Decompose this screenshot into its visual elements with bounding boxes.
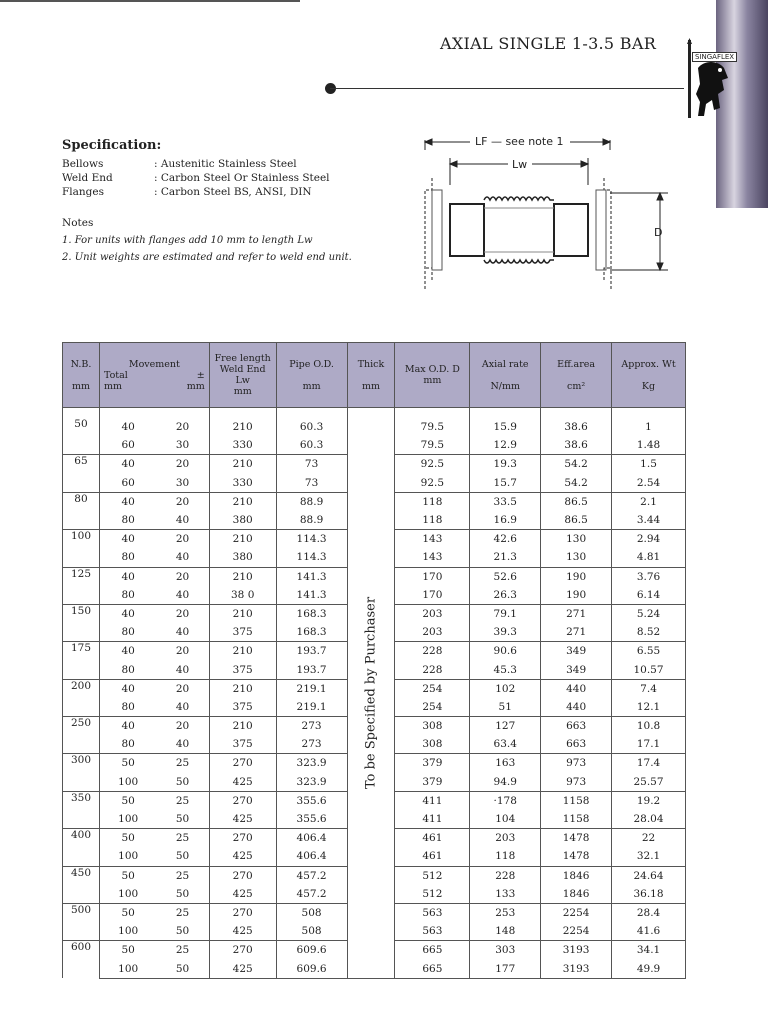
eff-area-cell: 130 [541,530,612,549]
lion-logo-icon [684,38,736,124]
max-od-cell: 461 [395,829,470,848]
pipe-od-cell: 457.2 [276,885,347,904]
weight-cell: 1 [612,418,686,436]
free-length-cell: 210 [209,642,276,661]
eff-area-cell: 1846 [541,885,612,904]
max-od-cell: 563 [395,922,470,941]
free-length-cell: 270 [209,791,276,810]
weight-cell: 24.64 [612,866,686,885]
movement-total-cell: 40 [99,455,156,474]
col-eff-area: Eff.area cm² [541,343,612,408]
axial-rate-cell: 12.9 [470,436,541,455]
spec-heading: Specification: [62,138,162,153]
axial-rate-cell: 33.5 [470,492,541,511]
weight-cell: 1.5 [612,455,686,474]
max-od-cell: 308 [395,717,470,736]
free-length-cell: 380 [209,511,276,530]
weight-cell: 3.76 [612,567,686,586]
axial-rate-cell: 51 [470,698,541,717]
spec-key: Weld End [62,172,113,184]
nb-cell: 350 [63,791,100,828]
weight-cell: 5.24 [612,604,686,623]
pipe-od-cell: 73 [276,474,347,493]
spec-row [62,185,330,199]
pipe-od-cell: 457.2 [276,866,347,885]
movement-total-cell: 40 [99,492,156,511]
weight-cell: 4.81 [612,548,686,567]
movement-pm-cell: 20 [156,642,209,661]
movement-total-cell: 40 [99,717,156,736]
thick-cell [347,408,395,979]
movement-pm-cell: 20 [156,717,209,736]
movement-pm-cell: 20 [156,567,209,586]
d-label: D [654,226,663,239]
movement-total-cell: 100 [99,847,156,866]
movement-pm-cell: 20 [156,530,209,549]
pipe-od-cell: 219.1 [276,698,347,717]
free-length-cell: 330 [209,474,276,493]
pipe-od-cell: 193.7 [276,660,347,679]
movement-total-cell: 80 [99,698,156,717]
spec-value: : Carbon Steel Or Stainless Steel [154,172,330,184]
free-length-cell: 210 [209,567,276,586]
max-od-cell: 79.5 [395,436,470,455]
axial-rate-cell: 90.6 [470,642,541,661]
table-body [63,408,686,979]
max-od-cell: 143 [395,548,470,567]
axial-rate-cell: 133 [470,885,541,904]
weight-cell: 49.9 [612,959,686,978]
axial-rate-cell: 118 [470,847,541,866]
max-od-cell: 254 [395,698,470,717]
movement-total-cell: 40 [99,530,156,549]
free-length-cell: 425 [209,810,276,829]
weight-cell: 17.1 [612,735,686,754]
weight-cell: 2.94 [612,530,686,549]
pipe-od-cell: 168.3 [276,623,347,642]
pipe-od-cell: 609.6 [276,941,347,960]
pipe-od-cell: 323.9 [276,773,347,792]
free-length-cell: 210 [209,455,276,474]
max-od-cell: 170 [395,567,470,586]
nb-cell: 65 [63,455,100,492]
max-od-cell: 563 [395,903,470,922]
col-movement: Movement Total ± mm mm [99,343,209,408]
free-length-cell: 330 [209,436,276,455]
eff-area-cell: 2254 [541,922,612,941]
eff-area-cell: 349 [541,660,612,679]
axial-rate-cell: 39.3 [470,623,541,642]
movement-pm-cell: 50 [156,959,209,978]
nb-cell: 600 [63,941,100,978]
weight-cell: 6.14 [612,586,686,605]
movement-total-cell: 50 [99,903,156,922]
nb-cell: 250 [63,717,100,754]
col-thick: Thick mm [347,343,395,408]
weight-cell: 10.57 [612,660,686,679]
free-length-cell: 210 [209,604,276,623]
eff-area-cell: 440 [541,698,612,717]
weight-cell: 12.1 [612,698,686,717]
free-length-cell: 425 [209,773,276,792]
weight-cell: 1.48 [612,436,686,455]
axial-rate-cell: 15.7 [470,474,541,493]
pipe-od-cell: 355.6 [276,810,347,829]
pipe-od-cell: 141.3 [276,567,347,586]
free-length-cell: 375 [209,735,276,754]
eff-area-cell: 38.6 [541,418,612,436]
nb-cell: 50 [63,418,100,455]
axial-rate-cell: 45.3 [470,660,541,679]
nb-cell: 150 [63,604,100,641]
movement-total-cell: 50 [99,829,156,848]
max-od-cell: 512 [395,866,470,885]
max-od-cell: 254 [395,679,470,698]
note-item: 2. Unit weights are estimated and refer to weld end unit. [62,252,352,263]
top-border-line [0,0,300,2]
max-od-cell: 92.5 [395,474,470,493]
movement-total-cell: 50 [99,866,156,885]
eff-area-cell: 3193 [541,941,612,960]
weight-cell: 22 [612,829,686,848]
movement-total-cell: 100 [99,885,156,904]
movement-total-cell: 60 [99,436,156,455]
spec-key: Flanges [62,186,104,198]
max-od-cell: 379 [395,773,470,792]
pipe-od-cell: 323.9 [276,754,347,773]
movement-total-cell: 80 [99,623,156,642]
pipe-od-cell: 273 [276,735,347,754]
movement-pm-cell: 20 [156,418,209,436]
weight-cell: 7.4 [612,679,686,698]
max-od-cell: 203 [395,623,470,642]
movement-total-cell: 50 [99,941,156,960]
axial-rate-cell: 26.3 [470,586,541,605]
axial-rate-cell: 21.3 [470,548,541,567]
free-length-cell: 270 [209,941,276,960]
page-title: AXIAL SINGLE 1-3.5 BAR [440,34,657,53]
free-length-cell: 380 [209,548,276,567]
max-od-cell: 170 [395,586,470,605]
notes-heading: Notes [62,217,94,229]
movement-pm-cell: 50 [156,810,209,829]
nb-cell: 125 [63,567,100,604]
movement-total-cell: 100 [99,810,156,829]
nb-cell: 450 [63,866,100,903]
nb-cell: 200 [63,679,100,716]
pipe-od-cell: 60.3 [276,418,347,436]
movement-total-cell: 80 [99,548,156,567]
movement-pm-cell: 25 [156,829,209,848]
movement-total-cell: 80 [99,511,156,530]
movement-total-cell: 40 [99,418,156,436]
free-length-cell: 425 [209,959,276,978]
pipe-od-cell: 273 [276,717,347,736]
spec-key: Bellows [62,158,104,170]
max-od-cell: 203 [395,604,470,623]
free-length-cell: 210 [209,530,276,549]
spec-row [62,157,330,171]
axial-rate-cell: 148 [470,922,541,941]
pipe-od-cell: 355.6 [276,791,347,810]
nb-cell: 80 [63,492,100,529]
weight-cell: 19.2 [612,791,686,810]
movement-pm-cell: 20 [156,455,209,474]
movement-pm-cell: 30 [156,474,209,493]
eff-area-cell: 190 [541,586,612,605]
movement-pm-cell: 50 [156,773,209,792]
free-length-cell: 210 [209,418,276,436]
eff-area-cell: 663 [541,735,612,754]
free-length-cell: 375 [209,623,276,642]
axial-rate-cell: 104 [470,810,541,829]
weight-cell: 17.4 [612,754,686,773]
free-length-cell: 270 [209,754,276,773]
movement-pm-cell: 50 [156,847,209,866]
eff-area-cell: 1158 [541,791,612,810]
weight-cell: 41.6 [612,922,686,941]
col-weight: Approx. Wt Kg [612,343,686,408]
free-length-cell: 270 [209,866,276,885]
movement-total-cell: 60 [99,474,156,493]
axial-rate-cell: 15.9 [470,418,541,436]
axial-rate-cell: ·178 [470,791,541,810]
max-od-cell: 92.5 [395,455,470,474]
free-length-cell: 375 [209,660,276,679]
note-item: 1. For units with flanges add 10 mm to length Lw [62,235,313,246]
weight-cell: 8.52 [612,623,686,642]
free-length-cell: 270 [209,903,276,922]
eff-area-cell: 190 [541,567,612,586]
free-length-cell: 270 [209,829,276,848]
axial-rate-cell: 52.6 [470,567,541,586]
nb-cell: 500 [63,903,100,940]
max-od-cell: 79.5 [395,418,470,436]
pipe-od-cell: 141.3 [276,586,347,605]
pipe-od-cell: 406.4 [276,847,347,866]
movement-pm-cell: 40 [156,660,209,679]
movement-pm-cell: 40 [156,698,209,717]
movement-total-cell: 40 [99,567,156,586]
max-od-cell: 228 [395,660,470,679]
eff-area-cell: 1158 [541,810,612,829]
col-free-length: Free length Weld End Lw mm [209,343,276,408]
weight-cell: 2.1 [612,492,686,511]
eff-area-cell: 130 [541,548,612,567]
free-length-cell: 38 0 [209,586,276,605]
movement-pm-cell: 50 [156,885,209,904]
weight-cell: 28.4 [612,903,686,922]
max-od-cell: 665 [395,959,470,978]
eff-area-cell: 440 [541,679,612,698]
eff-area-cell: 86.5 [541,492,612,511]
weight-cell: 36.18 [612,885,686,904]
free-length-cell: 210 [209,717,276,736]
movement-pm-cell: 30 [156,436,209,455]
pipe-od-cell: 193.7 [276,642,347,661]
movement-pm-cell: 50 [156,922,209,941]
eff-area-cell: 349 [541,642,612,661]
eff-area-cell: 54.2 [541,474,612,493]
eff-area-cell: 54.2 [541,455,612,474]
movement-total-cell: 80 [99,735,156,754]
movement-pm-cell: 25 [156,754,209,773]
axial-rate-cell: 94.9 [470,773,541,792]
eff-area-cell: 663 [541,717,612,736]
eff-area-cell: 3193 [541,959,612,978]
max-od-cell: 379 [395,754,470,773]
axial-rate-cell: 102 [470,679,541,698]
max-od-cell: 118 [395,511,470,530]
movement-pm-cell: 40 [156,623,209,642]
pipe-od-cell: 114.3 [276,530,347,549]
movement-pm-cell: 20 [156,492,209,511]
eff-area-cell: 38.6 [541,436,612,455]
thick-note: To be Specified by Purchaser [363,596,379,789]
eff-area-cell: 2254 [541,903,612,922]
eff-area-cell: 1478 [541,829,612,848]
movement-total-cell: 80 [99,660,156,679]
pipe-od-cell: 508 [276,922,347,941]
axial-rate-cell: 42.6 [470,530,541,549]
axial-rate-cell: 79.1 [470,604,541,623]
col-axial-rate: Axial rate N/mm [470,343,541,408]
movement-total-cell: 50 [99,754,156,773]
movement-total-cell: 50 [99,791,156,810]
movement-pm-cell: 25 [156,866,209,885]
nb-cell: 300 [63,754,100,791]
col-max-od: Max O.D. D mm [395,343,470,408]
axial-rate-cell: 63.4 [470,735,541,754]
pipe-od-cell: 88.9 [276,511,347,530]
pipe-od-cell: 219.1 [276,679,347,698]
free-length-cell: 375 [209,698,276,717]
notes-block [62,215,352,266]
col-pipe-od: Pipe O.D. mm [276,343,347,408]
axial-rate-cell: 16.9 [470,511,541,530]
pipe-od-cell: 73 [276,455,347,474]
max-od-cell: 665 [395,941,470,960]
movement-pm-cell: 20 [156,604,209,623]
max-od-cell: 411 [395,810,470,829]
table-header-row [63,343,686,408]
eff-area-cell: 973 [541,754,612,773]
free-length-cell: 425 [209,922,276,941]
lf-label: LF — see note 1 [475,135,564,148]
nb-cell: 400 [63,829,100,866]
free-length-cell: 425 [209,885,276,904]
spec-value: : Austenitic Stainless Steel [154,158,297,170]
free-length-cell: 210 [209,679,276,698]
weight-cell: 34.1 [612,941,686,960]
movement-pm-cell: 25 [156,941,209,960]
movement-total-cell: 80 [99,586,156,605]
weight-cell: 3.44 [612,511,686,530]
movement-pm-cell: 25 [156,903,209,922]
axial-rate-cell: 177 [470,959,541,978]
max-od-cell: 308 [395,735,470,754]
movement-total-cell: 40 [99,679,156,698]
max-od-cell: 512 [395,885,470,904]
axial-rate-cell: 203 [470,829,541,848]
spec-row [62,171,330,185]
pipe-od-cell: 88.9 [276,492,347,511]
eff-area-cell: 973 [541,773,612,792]
movement-pm-cell: 40 [156,511,209,530]
movement-pm-cell: 40 [156,548,209,567]
weight-cell: 28.04 [612,810,686,829]
col-nb: N.B. mm [63,343,100,408]
weight-cell: 2.54 [612,474,686,493]
specification-block [62,138,330,199]
axial-rate-cell: 127 [470,717,541,736]
eff-area-cell: 1478 [541,847,612,866]
eff-area-cell: 86.5 [541,511,612,530]
weight-cell: 32.1 [612,847,686,866]
spec-value: : Carbon Steel BS, ANSI, DIN [154,186,312,198]
weight-cell: 10.8 [612,717,686,736]
movement-pm-cell: 40 [156,735,209,754]
nb-cell: 175 [63,642,100,679]
logo-label: SINGAFLEX [692,52,737,62]
max-od-cell: 118 [395,492,470,511]
max-od-cell: 461 [395,847,470,866]
title-rule [330,88,684,89]
movement-pm-cell: 20 [156,679,209,698]
eff-area-cell: 271 [541,623,612,642]
axial-rate-cell: 303 [470,941,541,960]
max-od-cell: 143 [395,530,470,549]
eff-area-cell: 271 [541,604,612,623]
eff-area-cell: 1846 [541,866,612,885]
axial-rate-cell: 19.3 [470,455,541,474]
movement-total-cell: 40 [99,642,156,661]
axial-rate-cell: 253 [470,903,541,922]
movement-pm-cell: 40 [156,586,209,605]
weight-cell: 25.57 [612,773,686,792]
free-length-cell: 210 [209,492,276,511]
pipe-od-cell: 508 [276,903,347,922]
nb-cell: 100 [63,530,100,567]
pipe-od-cell: 406.4 [276,829,347,848]
spec-table [62,342,686,979]
axial-rate-cell: 163 [470,754,541,773]
pipe-od-cell: 114.3 [276,548,347,567]
movement-pm-cell: 25 [156,791,209,810]
weight-cell: 6.55 [612,642,686,661]
lw-label: Lw [512,158,528,171]
max-od-cell: 228 [395,642,470,661]
max-od-cell: 411 [395,791,470,810]
movement-total-cell: 40 [99,604,156,623]
pipe-od-cell: 609.6 [276,959,347,978]
movement-total-cell: 100 [99,922,156,941]
free-length-cell: 425 [209,847,276,866]
bellows-diagram [420,130,680,300]
movement-total-cell: 100 [99,773,156,792]
movement-total-cell: 100 [99,959,156,978]
pipe-od-cell: 60.3 [276,436,347,455]
axial-rate-cell: 228 [470,866,541,885]
pipe-od-cell: 168.3 [276,604,347,623]
table-spacer-row [63,408,686,419]
